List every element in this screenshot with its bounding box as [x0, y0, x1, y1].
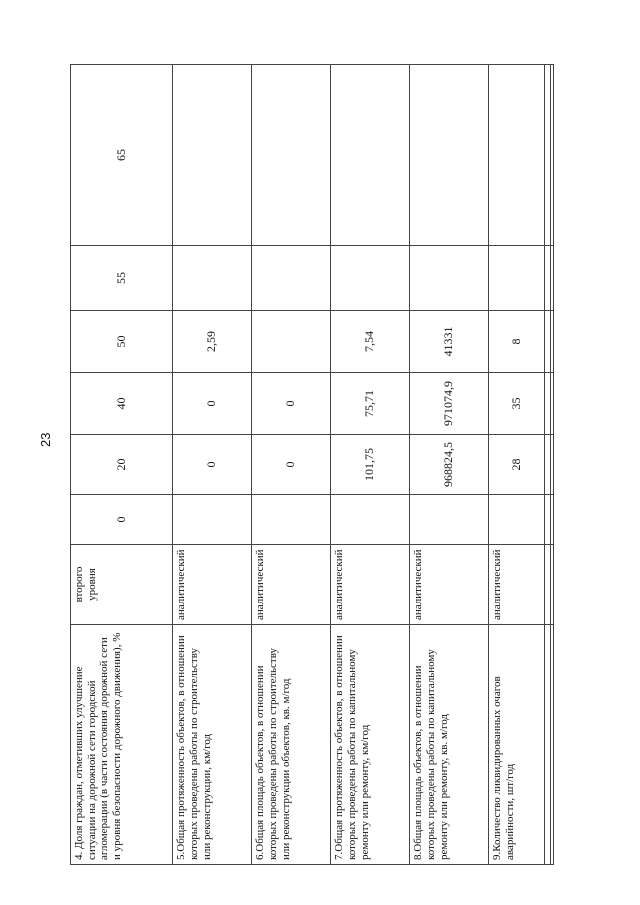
value-cell: 35 — [489, 373, 545, 435]
value-cell: 0 — [71, 495, 173, 545]
indicator-name: 7.Общая протяженность объектов, в отношении которых проведены работы по капитальному ремонту или ремонту, км/год — [331, 625, 410, 865]
indicator-name: 5.Общая протяженность объектов, в отношении которых проведены работы по строительству или реконструкции, км/год — [173, 625, 252, 865]
value-cell: 971074,9 — [410, 373, 489, 435]
value-cell: 8 — [489, 311, 545, 373]
table-row — [410, 65, 489, 865]
value-cell — [252, 311, 331, 373]
value-cell — [331, 65, 410, 246]
value-cell: 28 — [489, 435, 545, 495]
value-cell: 41331 — [410, 311, 489, 373]
table-row — [331, 65, 410, 865]
table-row — [173, 65, 252, 865]
table-row — [489, 65, 545, 865]
indicators-table — [70, 64, 554, 865]
empty-cell — [551, 246, 554, 311]
value-cell — [252, 495, 331, 545]
value-cell: 7,54 — [331, 311, 410, 373]
empty-cell — [551, 435, 554, 495]
indicator-name: 9.Количество ликвидированных очагов аварийности, шт/год — [489, 625, 545, 865]
value-cell — [252, 246, 331, 311]
value-cell — [331, 495, 410, 545]
value-cell — [489, 495, 545, 545]
table-row-empty — [551, 65, 554, 865]
empty-cell — [551, 373, 554, 435]
value-cell: 20 — [71, 435, 173, 495]
value-cell: 0 — [173, 435, 252, 495]
value-cell — [489, 65, 545, 246]
value-cell: 0 — [252, 373, 331, 435]
value-cell — [489, 246, 545, 311]
indicators-table-rotated — [70, 65, 554, 865]
value-cell: 50 — [71, 311, 173, 373]
value-cell: 75,71 — [331, 373, 410, 435]
value-cell: 0 — [173, 373, 252, 435]
indicator-type: второго уровня — [71, 545, 173, 625]
value-cell: 65 — [71, 65, 173, 246]
indicator-type: аналитический — [252, 545, 331, 625]
empty-cell — [551, 545, 554, 625]
indicator-name: 8.Общая площадь объектов, в отношении которых проведены работы по капитальному ремонту или ремонту, кв. м/год — [410, 625, 489, 865]
page-number: 23 — [38, 432, 53, 447]
indicator-name: 6.Общая площадь объектов, в отношении которых проведены работы по строительству или реконструкции объектов, кв. м/год — [252, 625, 331, 865]
empty-cell — [551, 65, 554, 246]
value-cell — [252, 65, 331, 246]
value-cell — [173, 246, 252, 311]
value-cell: 101,75 — [331, 435, 410, 495]
value-cell — [173, 65, 252, 246]
value-cell: 968824,5 — [410, 435, 489, 495]
value-cell: 0 — [252, 435, 331, 495]
value-cell — [173, 495, 252, 545]
value-cell: 55 — [71, 246, 173, 311]
value-cell — [410, 246, 489, 311]
table-row — [252, 65, 331, 865]
value-cell: 2,59 — [173, 311, 252, 373]
empty-cell — [551, 495, 554, 545]
indicator-type: аналитический — [331, 545, 410, 625]
indicator-type: аналитический — [173, 545, 252, 625]
indicator-type: аналитический — [489, 545, 545, 625]
empty-cell — [551, 311, 554, 373]
value-cell: 40 — [71, 373, 173, 435]
table-row — [71, 65, 173, 865]
indicator-type: аналитический — [410, 545, 489, 625]
value-cell — [410, 495, 489, 545]
empty-cell — [551, 625, 554, 865]
value-cell — [331, 246, 410, 311]
value-cell — [410, 65, 489, 246]
indicator-name: 4. Доля граждан, отметивших улучшение ситуации на дорожной сети городской агломерации (в части состояния дорожной сети и уровня безопасности дорожного движения), % — [71, 625, 173, 865]
